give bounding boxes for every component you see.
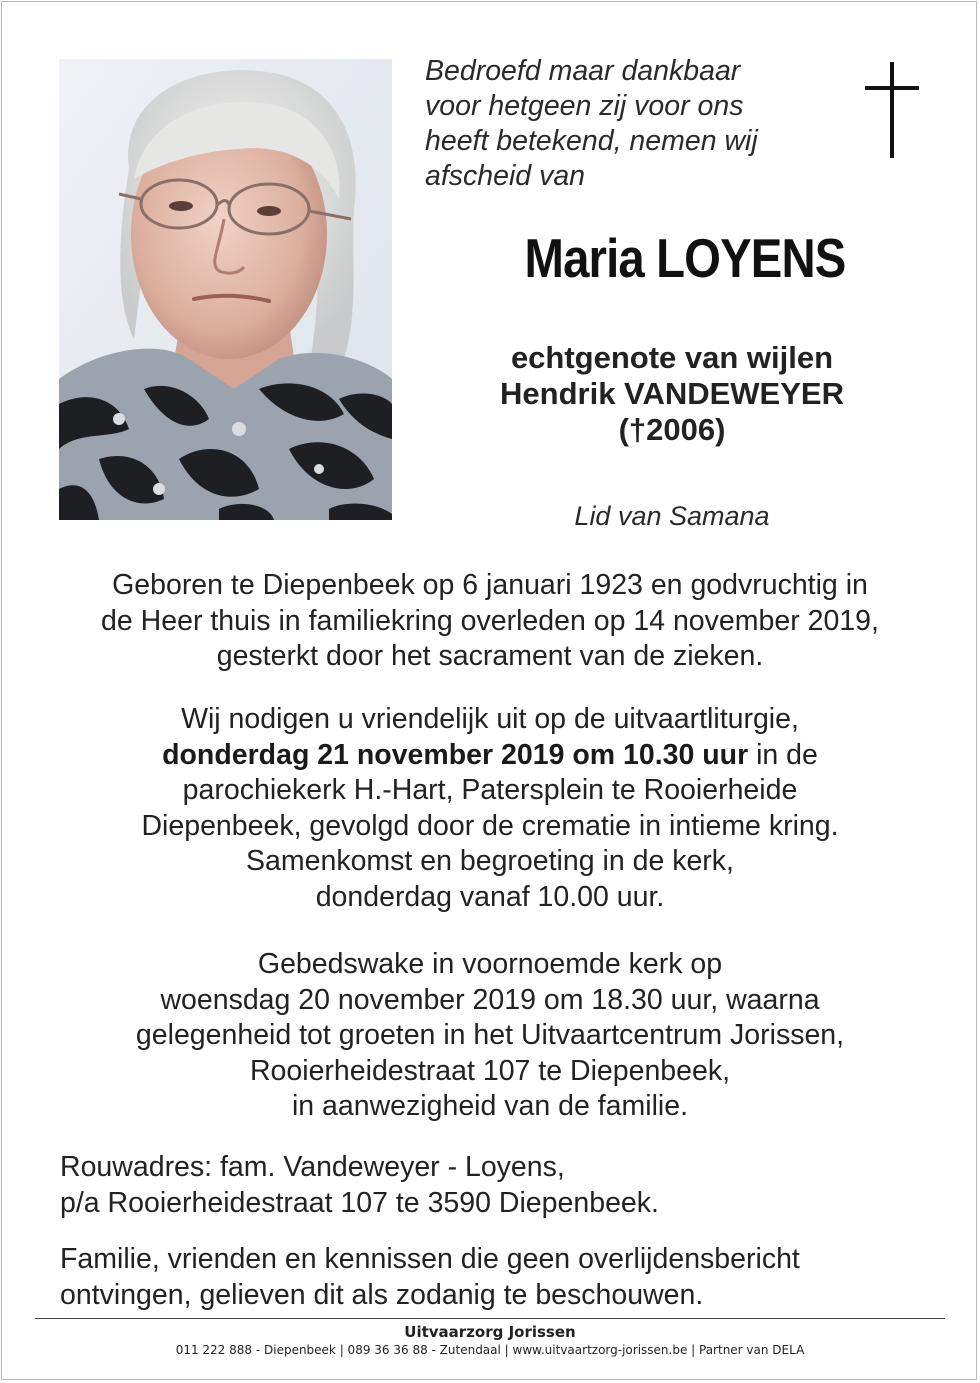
intro-line: heeft betekend, nemen wij [425,125,758,157]
paragraph-line: Rooierheidestraat 107 te Diepenbeek, [249,1054,731,1087]
funeral-date-suffix: in de [748,738,818,771]
notice-paragraph [60,1242,940,1313]
deceased-name: Maria LOYENS [524,227,846,289]
paragraph-line: Rouwadres: fam. Vandeweyer - Loyens, [60,1151,565,1183]
paragraph-line: gelegenheid tot groeten in het Uitvaartcentrum Jorissen, [135,1019,845,1051]
paragraph-line: Wij nodigen u vriendelijk uit op de uitvaartliturgie, [181,703,799,735]
birth-death-paragraph [40,568,940,675]
spouse-death-year: (†2006) [618,412,726,447]
paragraph-line: gesterkt door het sacrament van de zieken. [216,640,764,672]
paragraph-line: Diepenbeek, gevolgd door de crematie in intieme kring. [141,809,839,842]
paragraph-line: ontvingen, gelieven dit als zodanig te beschouwen. [60,1278,704,1311]
paragraph-line: Samenkomst en begroeting in de kerk, [246,845,734,877]
funeral-invitation [40,702,940,915]
footer-contact: 011 222 888 - Diepenbeek | 089 36 36 88 - Zutendaal | www.uitvaartzorg-jorissen.be | Partner van DELA [175,1343,805,1357]
intro-line: Bedroefd maar dankbaar [425,55,741,87]
paragraph-line: donderdag vanaf 10.00 uur. [315,880,665,913]
vigil-paragraph [40,947,940,1125]
latin-cross-icon [862,62,922,158]
spouse-name: Hendrik VANDEWEYER [500,376,844,411]
funeral-date: donderdag 21 november 2019 om 10.30 uur [162,738,749,771]
intro-line: afscheid van [425,160,586,192]
spouse-relation: echtgenote van wijlen [510,340,834,375]
paragraph-line: de Heer thuis in familiekring overleden op 14 november 2019, [101,604,879,637]
mourning-address [60,1150,940,1221]
paragraph-line: Familie, vrienden en kennissen die geen overlijdensbericht [60,1243,800,1275]
paragraph-line: Gebedswake in voornoemde kerk op [257,948,723,980]
spouse-info [422,340,922,448]
paragraph-line: p/a Rooierheidestraat 107 te 3590 Diepenbeek. [60,1186,659,1219]
intro-line: voor hetgeen zij voor ons [425,90,744,122]
paragraph-line: parochiekerk H.-Hart, Patersplein te Rooierheide [182,774,798,806]
footer-divider [35,1318,945,1319]
paragraph-line: woensdag 20 november 2019 om 18.30 uur, waarna [160,983,820,1016]
footer-company: Uitvaarzorg Jorissen [404,1323,576,1341]
portrait-photo [59,59,392,520]
paragraph-line: in aanwezigheid van de familie. [291,1090,689,1122]
paragraph-line: Geboren te Diepenbeek op 6 januari 1923 en godvruchtig in [112,569,868,601]
membership: Lid van Samana [574,501,770,531]
paragraph-line [40,738,940,774]
intro-text [425,54,845,194]
